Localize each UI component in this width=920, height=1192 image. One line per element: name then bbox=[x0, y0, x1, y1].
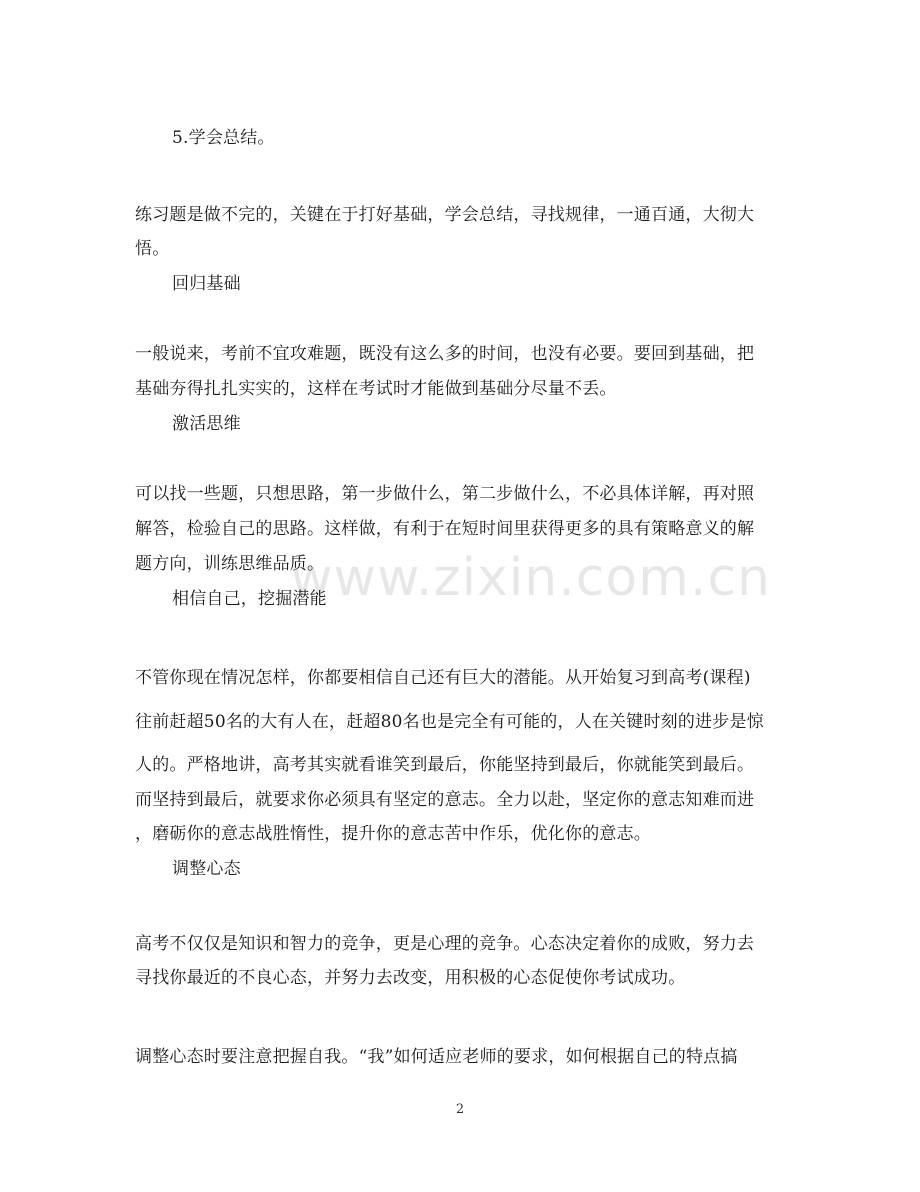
heading-adjust-mindset: 调整心态 bbox=[172, 859, 241, 879]
paragraph-line: 高考不仅仅是知识和智力的竞争，更是心理的竞争。心态决定着你的成败，努力去 bbox=[135, 934, 755, 954]
paragraph-line: 题方向，训练思维品质。 bbox=[135, 554, 325, 574]
paragraph-line: ，磨砺你的意志战胜惰性，提升你的意志苦中作乐，优化你的意志。 bbox=[135, 824, 651, 844]
paragraph-line: 一般说来，考前不宜攻难题，既没有这么多的时间，也没有必要。要回到基础，把 bbox=[135, 344, 755, 364]
paragraph-line: 人的。严格地讲，高考其实就看谁笑到最后，你能坚持到最后，你就能笑到最后。 bbox=[135, 755, 755, 775]
paragraph-line: 练习题是做不完的，关键在于打好基础，学会总结，寻找规律，一通百通，大彻大 bbox=[135, 205, 755, 225]
heading-activate-thinking: 激活思维 bbox=[172, 414, 241, 434]
heading-return-basics: 回归基础 bbox=[172, 274, 241, 294]
watermark: www.zixin.com.cn bbox=[290, 548, 771, 608]
paragraph-line: 寻找你最近的不良心态，并努力去改变，用积极的心态促使你考试成功。 bbox=[135, 968, 686, 988]
paragraph-line: 往前赶超50名的大有人在，赶超80名也是完全有可能的，人在关键时刻的进步是惊 bbox=[135, 712, 764, 732]
paragraph-line: 调整心态时要注意把握自我。“我”如何适应老师的要求，如何根据自己的特点搞 bbox=[135, 1047, 738, 1067]
heading-learn-to-summarize: 5.学会总结。 bbox=[172, 128, 275, 148]
paragraph-line: 不管你现在情况怎样，你都要相信自己还有巨大的潜能。从开始复习到高考(课程) bbox=[135, 668, 751, 688]
paragraph-line: 悟。 bbox=[135, 239, 170, 259]
paragraph-line: 可以找一些题，只想思路，第一步做什么，第二步做什么，不必具体详解，再对照 bbox=[135, 484, 755, 504]
paragraph-line: 解答，检验自己的思路。这样做，有利于在短时间里获得更多的具有策略意义的解 bbox=[135, 519, 755, 539]
heading-believe-yourself: 相信自己，挖掘潜能 bbox=[172, 589, 327, 609]
page-number: 2 bbox=[455, 1102, 465, 1117]
paragraph-line: 而坚持到最后，就要求你必须具有坚定的意志。全力以赴，坚定你的意志知难而进 bbox=[135, 790, 755, 810]
paragraph-line: 基础夯得扎扎实实的，这样在考试时才能做到基础分尽量不丢。 bbox=[135, 379, 617, 399]
